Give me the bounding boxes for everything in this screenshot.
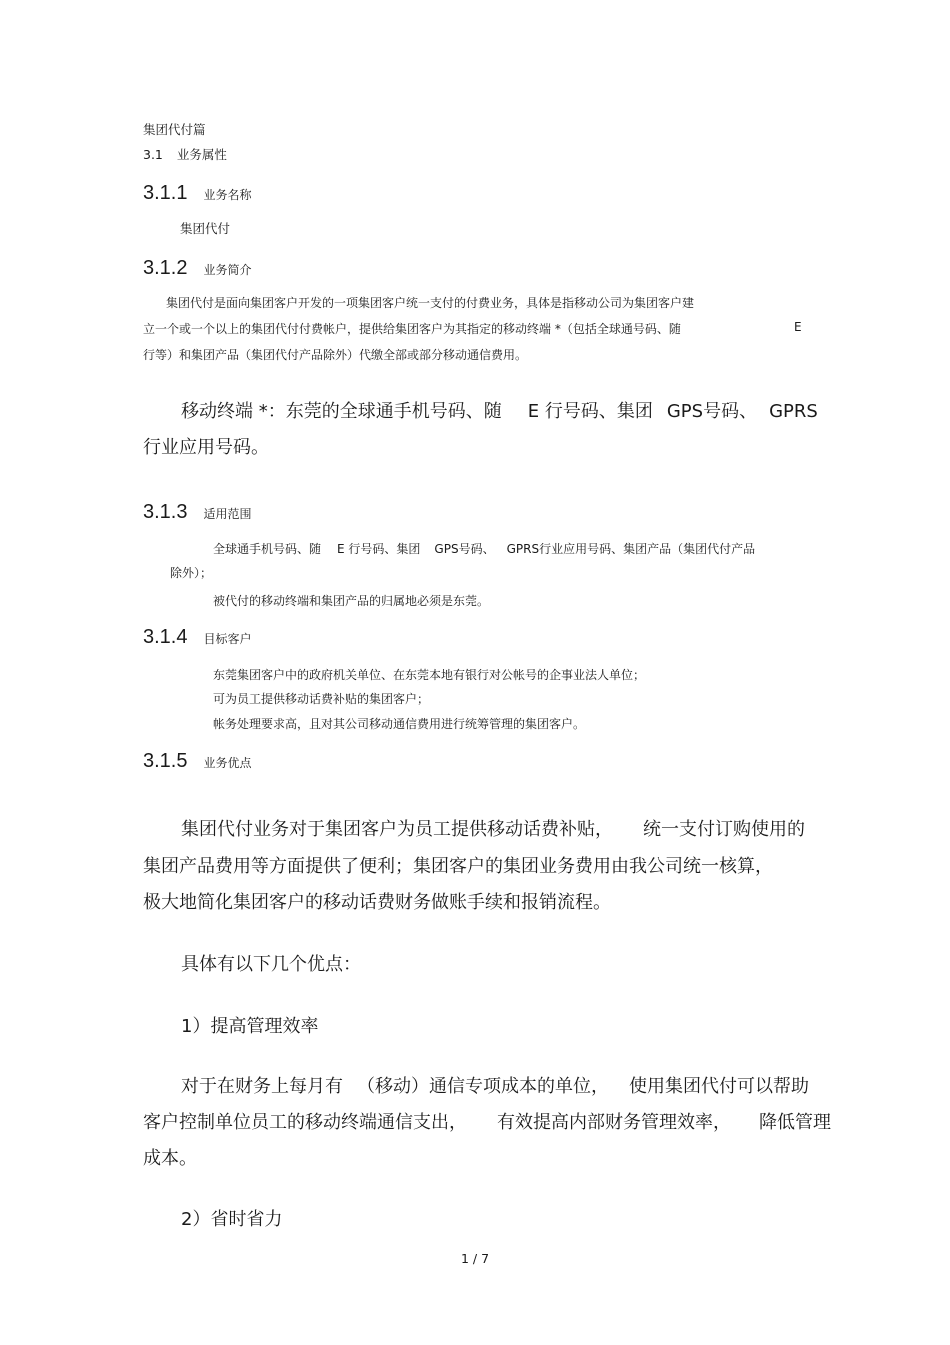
advantage-para-line	[181, 815, 805, 841]
advantage-heading-2: 2）省时省力	[181, 1209, 283, 1230]
target-customer-item: 东莞集团客户中的政府机关单位、在东莞本地有银行对公帐号的企事业法人单位；	[213, 668, 646, 682]
intro-line: 集团代付是面向集团客户开发的一项集团客户统一支付的付费业务，具体是指移动公司为集团客户建	[166, 296, 695, 310]
scope-part: GPS号码、	[434, 542, 495, 556]
heading-3-1-4	[143, 626, 252, 649]
para-part: （移动）通信专项成本的单位，	[357, 1076, 609, 1097]
section-number: 3.1	[143, 147, 163, 162]
para-part: 集团代付业务对于集团客户为员工提供移动话费补贴，	[181, 819, 613, 840]
intro-line: 立一个或一个以上的集团代付付费帐户，提供给集团客户为其指定的移动终端 *（包括全球通号码、随	[143, 322, 681, 336]
para-part: 降低管理	[759, 1112, 831, 1133]
target-customer-item: 帐务处理要求高，且对其公司移动通信费用进行统筹管理的集团客户。	[213, 717, 586, 731]
scope-line	[213, 540, 755, 557]
advantage-heading-1: 1）提高管理效率	[181, 1016, 319, 1037]
heading-title: 业务名称	[203, 188, 252, 202]
heading-title: 适用范围	[203, 507, 252, 521]
heading-title: 目标客户	[203, 632, 252, 646]
scope-line: 除外）；	[170, 566, 213, 580]
heading-3-1-3	[143, 501, 252, 524]
target-customer-item: 可为员工提供移动话费补贴的集团客户；	[213, 692, 430, 706]
advantage-para-line: 极大地简化集团客户的移动话费财务做账手续和报销流程。	[143, 892, 611, 913]
section-title: 业务属性	[176, 147, 227, 162]
advantage-detail-line	[181, 1072, 809, 1098]
note-part: GPS号码、	[666, 401, 758, 422]
heading-number: 3.1.3	[143, 501, 188, 523]
intro-line: 行等）和集团产品（集团代付产品除外）代缴全部或部分移动通信费用。	[143, 348, 528, 362]
scope-line: 被代付的移动终端和集团产品的归属地必须是东莞。	[213, 594, 490, 608]
doc-title: 集团代付篇	[143, 122, 206, 137]
scope-part: GPRS行业应用号码、集团产品（集团代付产品	[506, 542, 756, 556]
heading-3-1-1	[143, 182, 252, 205]
heading-number: 3.1.1	[143, 182, 188, 204]
para-part: 客户控制单位员工的移动终端通信支出，	[143, 1112, 467, 1133]
advantage-detail-line: 成本。	[143, 1148, 197, 1169]
advantage-detail-line	[143, 1108, 831, 1134]
heading-3-1-5	[143, 750, 252, 773]
terminal-note-line2: 行业应用号码。	[143, 437, 269, 458]
para-part: 使用集团代付可以帮助	[629, 1076, 809, 1097]
advantage-para-line: 集团产品费用等方面提供了便利；集团客户的集团业务费用由我公司统一核算，	[143, 856, 773, 877]
scope-part: 全球通手机号码、随	[213, 542, 322, 556]
advantages-intro: 具体有以下几个优点：	[181, 954, 361, 975]
heading-title: 业务简介	[203, 263, 252, 277]
scope-part: E 行号码、集团	[337, 542, 421, 556]
para-part: 对于在财务上每月有	[181, 1076, 343, 1097]
heading-number: 3.1.4	[143, 626, 188, 648]
note-part: 移动终端 *：东莞的全球通手机号码、随	[181, 401, 502, 422]
page-number: 1 / 7	[460, 1251, 490, 1266]
terminal-note	[181, 397, 818, 423]
heading-3-1-2	[143, 257, 252, 280]
note-part: GPRS	[769, 401, 818, 422]
para-part: 统一支付订购使用的	[643, 819, 805, 840]
business-name: 集团代付	[180, 221, 231, 236]
heading-number: 3.1.2	[143, 257, 188, 279]
intro-line-fragment: E	[794, 320, 802, 334]
note-part: E 行号码、集团	[527, 401, 653, 422]
heading-title: 业务优点	[203, 756, 252, 770]
section-heading	[143, 145, 227, 163]
para-part: 有效提高内部财务管理效率，	[497, 1112, 731, 1133]
heading-number: 3.1.5	[143, 750, 188, 772]
